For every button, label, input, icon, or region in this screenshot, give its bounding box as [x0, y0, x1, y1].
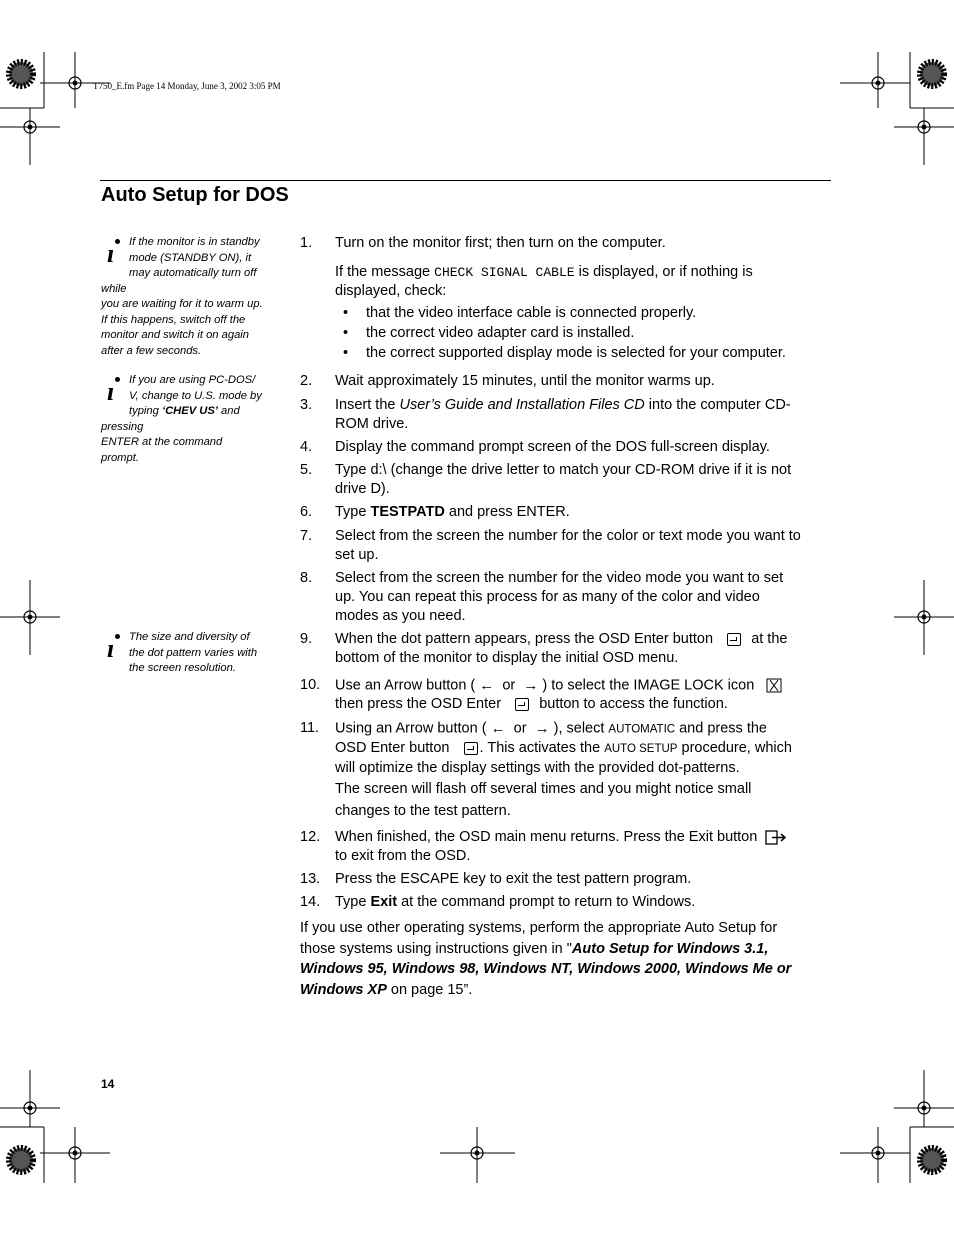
document-page: T750_E.fm Page 14 Monday, June 3, 2002 3:05 PM Auto Setup for DOS ı If the monitor is in standby mode (STANDBY ON), it may automatically turn off while you are waiting for it to warm up. If this happens, switch off the monitor and switch it on again after a few seconds. ı If you are using PC-DOS/ V, change to U.S. mode by typing ‘CHEV US’ and pressing ENTER at the command prompt. ı The size and diversity of the dot pattern varies with the screen resolution. 1. Turn on the monitor first; then turn on the computer. If the message CHECK SIGNAL CABLE is displayed, or if nothing is displayed, check: • that the video interface cable is connected properly. • the correct video adapter card is installed. • the correct supported display mode is selected for your computer. 2. Wait approximately 15 minutes, until the monitor warms up. 3. Insert the User’s Guide and Installation Files CD into the computer CD- ROM drive. 4. Display the command prompt screen of the DOS full-screen display. 5. Type d:\ (change the drive letter to match your CD-ROM drive if it is not drive D). 6. Type TESTPATD and press ENTER. 7. Select from the screen the number for the color or text mode you want to set up. 8. Select from the screen the number for the video mode you want to set up. You can repeat this process for as many of the color and video modes as you need. 9. When the dot pattern appears, press the OSD Enter button at the bottom of the monitor to display the initial OSD menu. 10. Use an Arrow button ( ← or → ) to select the IMAGE LOCK icon then press the OSD Enter button to access the function. 11. Using an Arrow button ( ← or → ), select AUTOMATIC and press the OSD Enter button . This activates the AUTO SETUP procedure, which will optimize the display settings with the provided dot-patterns. The screen will flash off several times and you might notice small changes to the test pattern. 12. When finished, the OSD main menu returns. Press the Exit button to exit from the OSD. 13. Press the ESCAPE key to exit the test pattern program. 14. Type Exit at the command prompt to return to Windows. If you use other operating systems, perform the appropriate Auto Setup for those systems using instructions given in "Auto Setup for Windows 3.1, Windows 95, Windows 98, Windows NT, Windows 2000, Windows Me or Windows XP on page 15”. 14 [0, 0, 954, 1235]
page-title: Auto Setup for DOS [101, 184, 289, 206]
page-number: 14 [101, 1077, 115, 1091]
exit-icon [765, 829, 787, 846]
side-note-standby: ı If the monitor is in standby mode (STANDBY ON), it may automatically turn off while you are waiting for it to warm up. If this happens, switch off the monitor and switch it on again after a few seconds. [101, 236, 263, 357]
right-arrow-icon: → [523, 677, 539, 694]
image-lock-icon [766, 678, 782, 693]
left-arrow-icon: ← [479, 677, 495, 694]
osd-enter-icon [464, 742, 478, 755]
title-rule [100, 180, 831, 181]
info-i-icon: ı [101, 237, 129, 267]
step-1-message: If the message CHECK SIGNAL CABLE is displayed, or if nothing is displayed, check: [335, 264, 753, 299]
right-arrow-icon: → [534, 720, 550, 737]
osd-enter-icon [515, 698, 529, 711]
left-arrow-icon: ← [490, 720, 506, 737]
info-i-icon: ı [101, 375, 129, 405]
side-note-pcdos: ı If you are using PC-DOS/ V, change to U.S. mode by typing ‘CHEV US’ and pressing ENTER at the command prompt. [101, 374, 262, 464]
osd-enter-icon [727, 633, 741, 646]
info-i-icon: ı [101, 632, 129, 662]
cross-reference-link[interactable]: Auto Setup for Windows 3.1, [571, 940, 769, 957]
closing-paragraph: If you use other operating systems, perform the appropriate Auto Setup for those systems using instructions given in "Auto Setup for Windows 3.1, Windows 95, Windows 98, Windows NT, Windows 2000, Windows Me or Windows XP on page 15”. [300, 920, 792, 998]
running-header: T750_E.fm Page 14 Monday, June 3, 2002 3:05 PM [93, 81, 281, 91]
step-11-note: The screen will flash off several times and you might notice small changes to the test pattern. [335, 781, 752, 819]
side-note-dot-pattern: ı The size and diversity of the dot pattern varies with the screen resolution. [101, 630, 277, 677]
